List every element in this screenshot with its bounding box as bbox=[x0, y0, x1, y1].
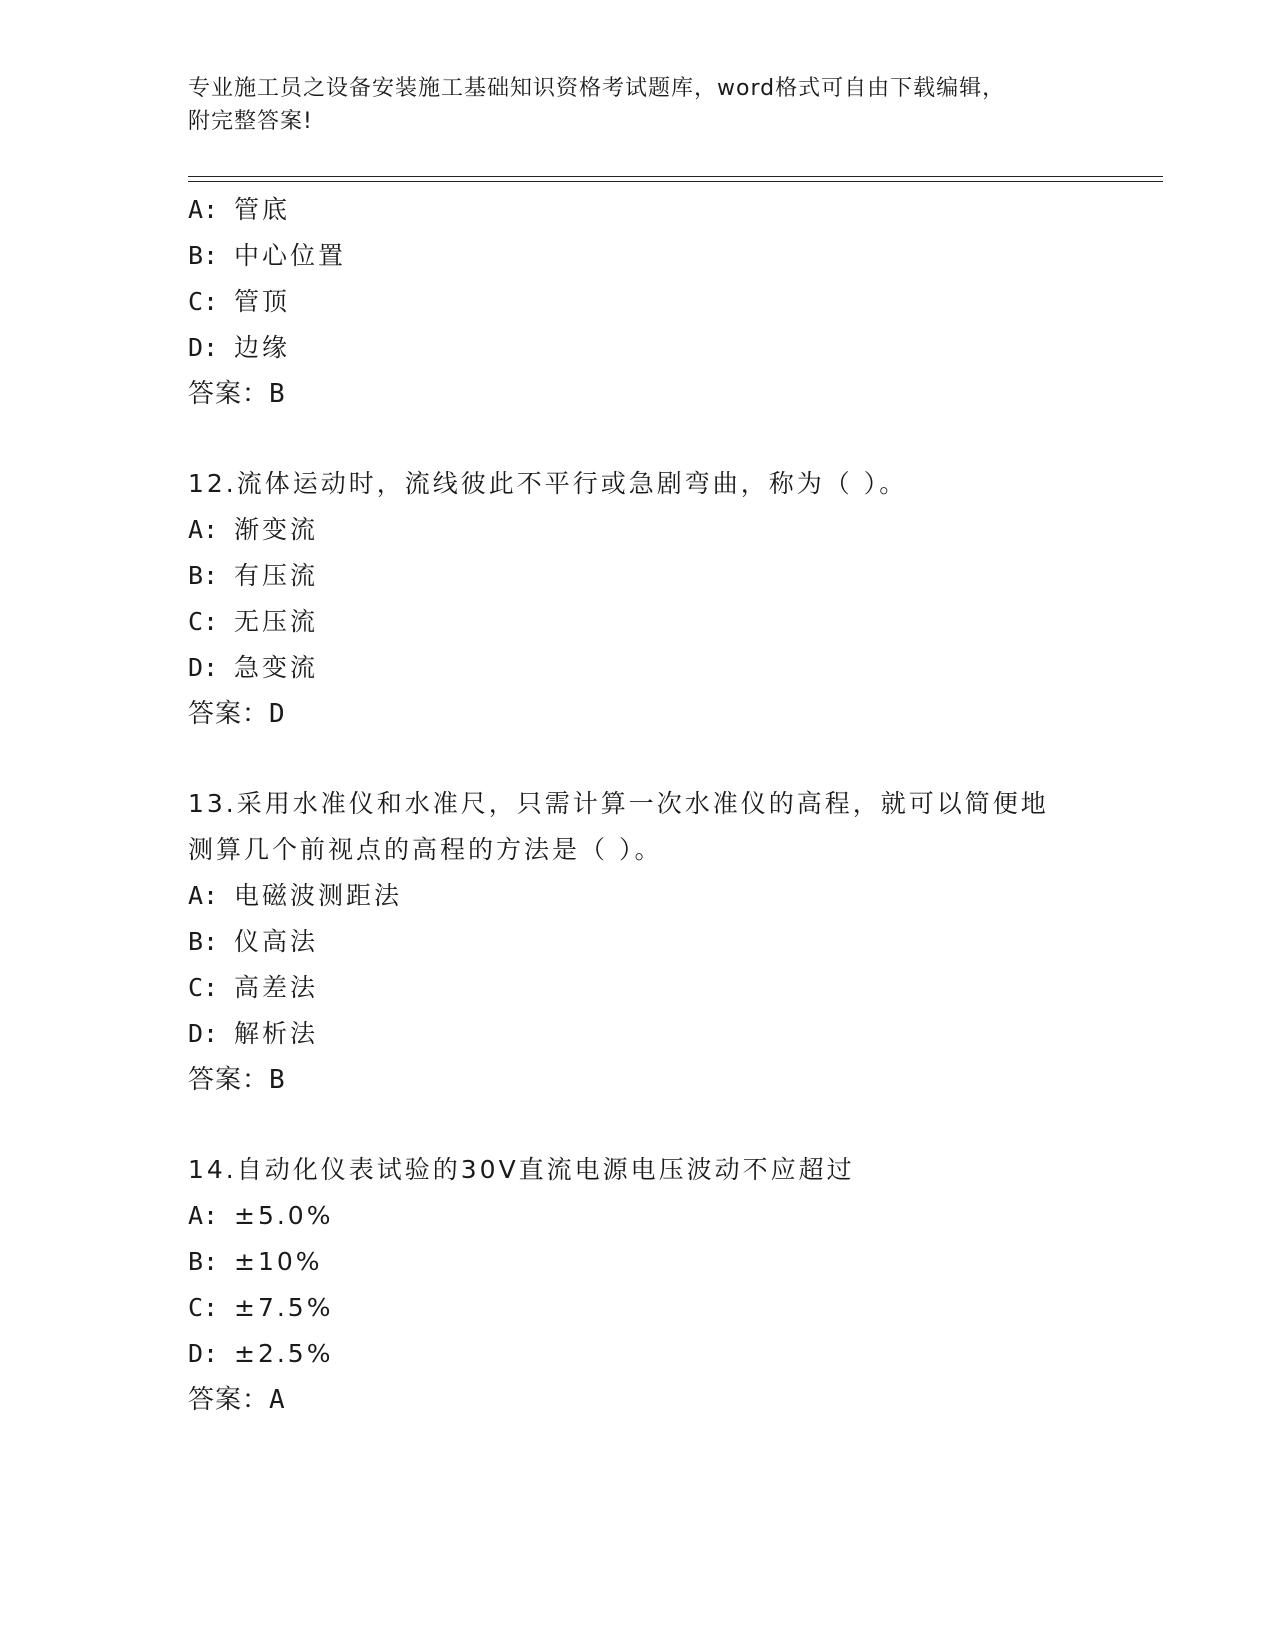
answer-label: 答案： bbox=[188, 1385, 270, 1415]
option-text: ±5.0% bbox=[234, 1201, 334, 1230]
option-letter: C: bbox=[188, 607, 219, 636]
option-letter: A: bbox=[188, 1201, 219, 1230]
option-letter: B: bbox=[188, 561, 219, 590]
option-letter: A: bbox=[188, 881, 219, 910]
answer-value: B bbox=[269, 1065, 286, 1095]
option-d bbox=[188, 325, 1088, 371]
option-letter: C: bbox=[188, 1293, 219, 1322]
option-c bbox=[188, 279, 1088, 325]
option-text: 边缘 bbox=[234, 333, 291, 362]
option-d bbox=[188, 1011, 1088, 1057]
option-text: ±10% bbox=[234, 1247, 323, 1276]
question-stem-line-2: 测算几个前视点的高程的方法是（ ）。 bbox=[188, 835, 663, 864]
question-stem-line-1: 13.采用水准仪和水准尺，只需计算一次水准仪的高程，就可以简便地 bbox=[188, 789, 1049, 818]
answer-line bbox=[188, 691, 1088, 737]
option-text: 中心位置 bbox=[234, 241, 347, 270]
option-text: ±2.5% bbox=[234, 1339, 334, 1368]
answer-line bbox=[188, 1057, 1088, 1103]
option-letter: D: bbox=[188, 1019, 219, 1048]
option-c bbox=[188, 965, 1088, 1011]
answer-label: 答案： bbox=[188, 379, 270, 409]
question-stem: 12.流体运动时，流线彼此不平行或急剧弯曲，称为（ ）。 bbox=[188, 469, 908, 498]
option-letter: D: bbox=[188, 653, 219, 682]
header-divider-bottom bbox=[188, 181, 1163, 182]
question-11-continued bbox=[188, 187, 1088, 417]
option-text: ±7.5% bbox=[234, 1293, 334, 1322]
option-text: 急变流 bbox=[234, 653, 319, 682]
document-header bbox=[188, 72, 1088, 138]
question-list bbox=[188, 187, 1088, 1423]
option-letter: B: bbox=[188, 241, 219, 270]
option-text: 仪高法 bbox=[234, 927, 319, 956]
answer-label: 答案： bbox=[188, 1065, 270, 1095]
header-line-2: 附完整答案! bbox=[188, 109, 313, 134]
option-letter: C: bbox=[188, 973, 219, 1002]
option-text: 解析法 bbox=[234, 1019, 319, 1048]
question-14 bbox=[188, 1147, 1088, 1423]
option-b bbox=[188, 233, 1088, 279]
option-a bbox=[188, 507, 1088, 553]
spacer bbox=[188, 1103, 1088, 1147]
option-a bbox=[188, 873, 1088, 919]
option-letter: B: bbox=[188, 1247, 219, 1276]
header-divider-top bbox=[188, 176, 1163, 177]
option-d bbox=[188, 645, 1088, 691]
answer-value: A bbox=[269, 1385, 286, 1415]
option-c bbox=[188, 1285, 1088, 1331]
option-letter: D: bbox=[188, 1339, 219, 1368]
option-letter: A: bbox=[188, 515, 219, 544]
option-a bbox=[188, 187, 1088, 233]
question-stem: 14.自动化仪表试验的30V直流电源电压波动不应超过 bbox=[188, 1155, 855, 1184]
answer-value: B bbox=[269, 379, 286, 409]
question-13 bbox=[188, 781, 1088, 1103]
answer-line bbox=[188, 1377, 1088, 1423]
option-b bbox=[188, 919, 1088, 965]
answer-line bbox=[188, 371, 1088, 417]
option-b bbox=[188, 1239, 1088, 1285]
answer-label: 答案： bbox=[188, 699, 270, 729]
option-text: 高差法 bbox=[234, 973, 319, 1002]
option-letter: D: bbox=[188, 333, 219, 362]
option-letter: B: bbox=[188, 927, 219, 956]
spacer bbox=[188, 417, 1088, 461]
option-text: 渐变流 bbox=[234, 515, 319, 544]
option-letter: C: bbox=[188, 287, 219, 316]
option-a bbox=[188, 1193, 1088, 1239]
answer-value: D bbox=[269, 699, 286, 729]
option-c bbox=[188, 599, 1088, 645]
option-b bbox=[188, 553, 1088, 599]
option-text: 无压流 bbox=[234, 607, 319, 636]
option-text: 电磁波测距法 bbox=[234, 881, 403, 910]
header-line-1: 专业施工员之设备安装施工基础知识资格考试题库，word格式可自由下载编辑， bbox=[188, 76, 1006, 101]
option-letter: A: bbox=[188, 195, 219, 224]
spacer bbox=[188, 737, 1088, 781]
option-text: 管顶 bbox=[234, 287, 291, 316]
option-text: 有压流 bbox=[234, 561, 319, 590]
option-d bbox=[188, 1331, 1088, 1377]
question-12 bbox=[188, 461, 1088, 737]
option-text: 管底 bbox=[234, 195, 291, 224]
